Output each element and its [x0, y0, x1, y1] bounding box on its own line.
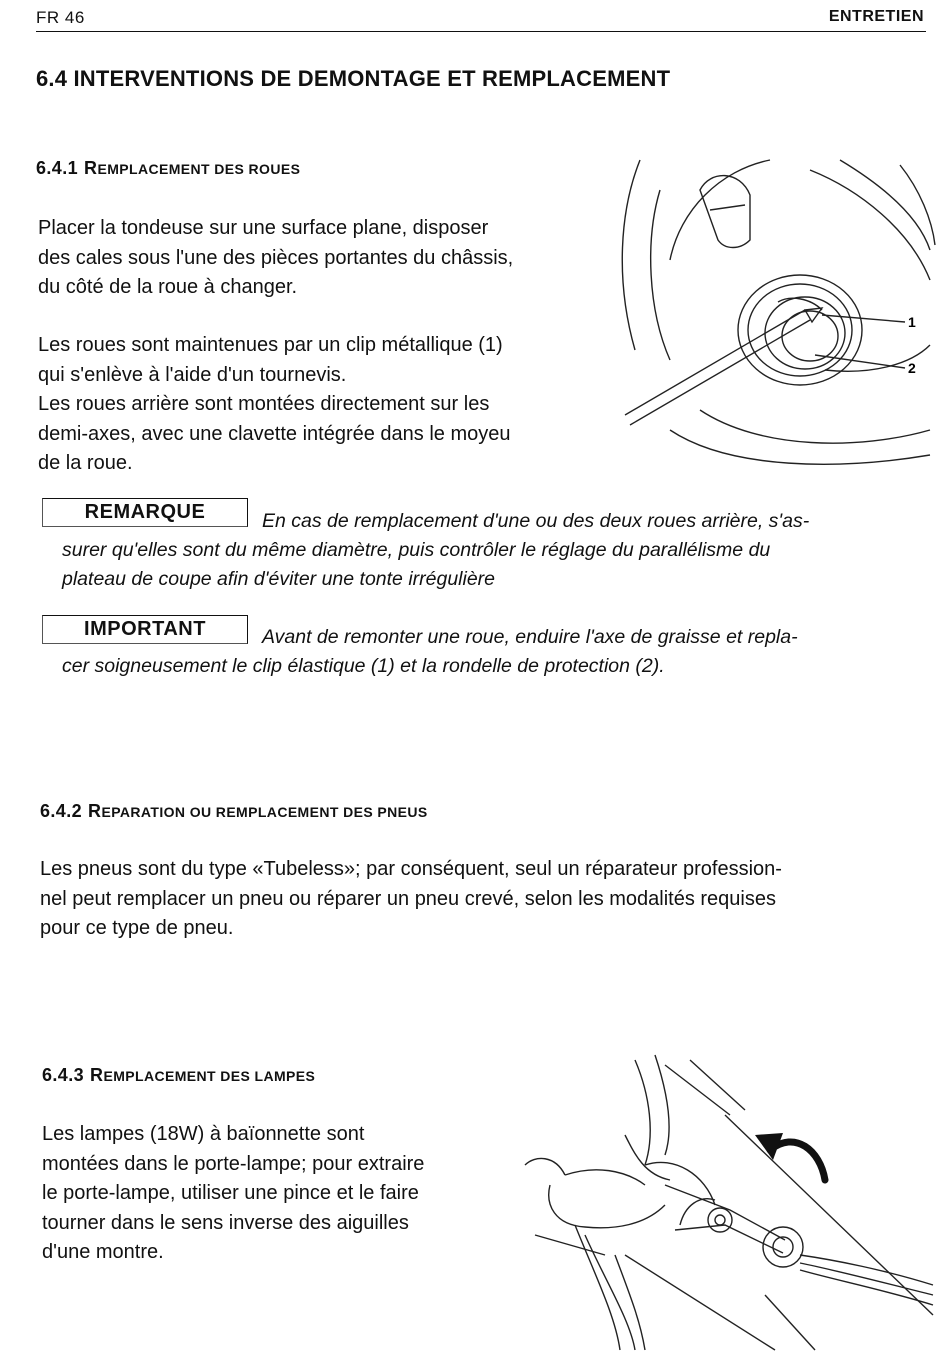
text-line: de la roue.: [38, 452, 133, 474]
important-note: [62, 623, 932, 681]
text-line: Placer la tondeuse sur une surface plane, disposer: [38, 217, 489, 239]
text-line: pour ce type de pneu.: [40, 917, 234, 939]
rotation-arrow-icon: [755, 1133, 825, 1180]
figure-label-2: 2: [908, 360, 916, 376]
subsection-initial: R: [84, 158, 98, 178]
text-line: Les lampes (18W) à baïonnette sont: [42, 1123, 365, 1145]
note-line: En cas de remplacement d'une ou des deux roues arrière, s'as-: [262, 510, 810, 532]
page-number: FR 46: [36, 8, 85, 27]
subsection-initial: R: [88, 801, 102, 821]
text-line: Les roues sont maintenues par un clip métallique (1): [38, 334, 503, 356]
important-badge: IMPORTANT: [42, 615, 248, 644]
remarque-note: [62, 507, 932, 594]
subsection-title: EMPLACEMENT DES LAMPES: [103, 1068, 316, 1084]
text-line: Les pneus sont du type «Tubeless»; par conséquent, seul un réparateur profession-: [40, 858, 782, 880]
text-line: d'une montre.: [42, 1241, 164, 1263]
text-line: du côté de la roue à changer.: [38, 276, 298, 298]
text-line: nel peut remplacer un pneu ou réparer un pneu crevé, selon les modalités requises: [40, 887, 776, 910]
note-line: plateau de coupe afin d'éviter une tonte irrégulière: [62, 568, 496, 590]
text-line: le porte-lampe, utiliser une pince et le faire: [42, 1182, 419, 1204]
wheels-paragraph-1: [38, 214, 513, 303]
note-line: cer soigneusement le clip élastique (1) et la rondelle de protection (2).: [62, 655, 665, 677]
subsection-number: 6.4.2: [40, 801, 83, 821]
text-line: qui s'enlève à l'aide d'un tournevis.: [38, 363, 347, 386]
lamps-paragraph: [42, 1120, 424, 1268]
tyres-paragraph: [40, 855, 782, 944]
text-line: tourner dans le sens inverse des aiguilles: [42, 1211, 409, 1234]
chapter-title: ENTRETIEN: [828, 8, 924, 25]
subsection-number: 6.4.1: [36, 158, 79, 178]
subsection-initial: R: [90, 1065, 104, 1085]
text-line: Les roues arrière sont montées directement sur les: [38, 393, 490, 415]
subsection-title: EMPLACEMENT DES ROUES: [97, 161, 301, 177]
text-line: demi-axes, avec une clavette intégrée dans le moyeu: [38, 422, 511, 445]
wheel-clip-illustration: [600, 150, 935, 470]
wheels-paragraph-2: [38, 331, 511, 479]
text-line: montées dans le porte-lampe; pour extraire: [42, 1152, 425, 1175]
text-line: des cales sous l'une des pièces portantes du châssis,: [38, 246, 514, 269]
subsection-title: EPARATION OU REMPLACEMENT DES PNEUS: [101, 804, 428, 820]
subsection-number: 6.4.3: [42, 1065, 85, 1085]
figure-label-1: 1: [908, 314, 916, 330]
subsection-heading-lamps: [42, 1065, 315, 1086]
subsection-heading-tyres: [40, 801, 428, 822]
lamp-pliers-illustration: [515, 1055, 935, 1350]
header-rule: [36, 31, 926, 32]
note-line: surer qu'elles sont du même diamètre, puis contrôler le réglage du parallélisme du: [62, 539, 771, 561]
section-title: 6.4 INTERVENTIONS DE DEMONTAGE ET REMPLACEMENT: [36, 66, 671, 91]
remarque-badge: REMARQUE: [42, 498, 248, 527]
subsection-heading-wheels: [36, 158, 300, 179]
note-line: Avant de remonter une roue, enduire l'axe de graisse et repla-: [262, 626, 798, 648]
